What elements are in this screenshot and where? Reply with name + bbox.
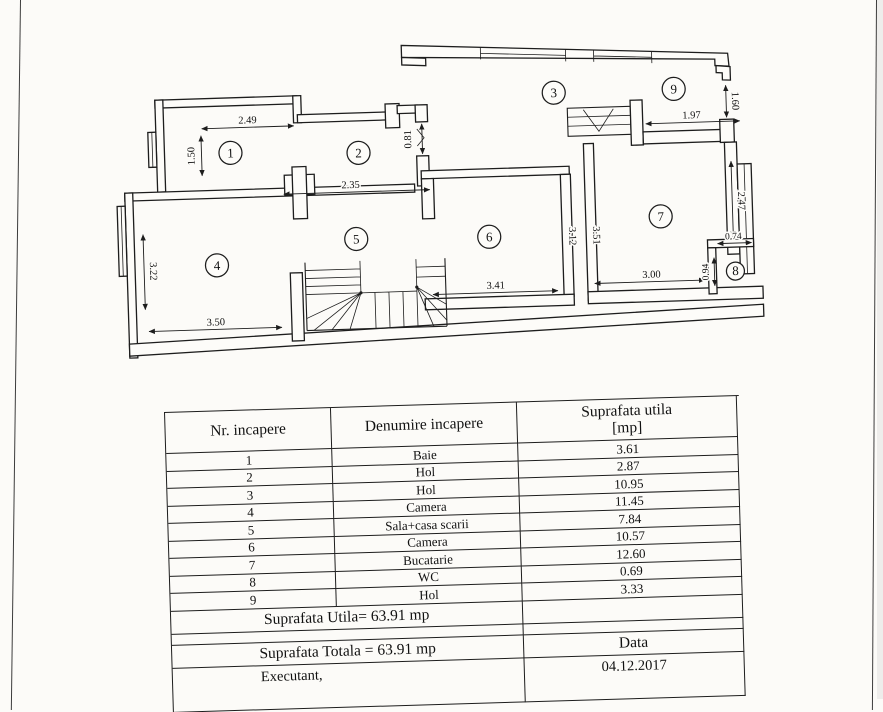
room-number-labels xyxy=(200,75,745,296)
dim-197: 1.97 xyxy=(682,110,701,122)
dim-247: 2.47 xyxy=(734,191,747,211)
dim-150: 1.50 xyxy=(186,146,198,166)
page-border-left xyxy=(11,0,22,710)
header-suprafata-line2: [mp] xyxy=(611,418,643,437)
row-area: 11.45 xyxy=(520,489,740,513)
row-name: Bucatarie xyxy=(335,548,521,571)
row-area: 10.57 xyxy=(521,524,741,548)
dim-300: 3.00 xyxy=(642,269,661,281)
header-denumire-incapere: Denumire incapere xyxy=(331,403,518,449)
room-8-number: 8 xyxy=(731,262,739,279)
row-name: Baie xyxy=(332,444,518,467)
row-area: 0.69 xyxy=(522,559,742,583)
staircase-symbol xyxy=(305,258,447,330)
header-suprafata-line1: Suprafata utila xyxy=(581,400,673,421)
row-nr: 8 xyxy=(170,571,336,593)
dim-081: 0.81 xyxy=(402,129,415,149)
dim-074: 0.74 xyxy=(724,231,742,243)
room-3-number: 3 xyxy=(550,85,558,101)
row-nr: 5 xyxy=(168,519,334,541)
row-name: Hol xyxy=(333,478,519,501)
floor-plan-drawing xyxy=(100,18,800,383)
row-nr: 1 xyxy=(166,449,332,471)
row-area: 3.33 xyxy=(522,577,742,601)
row-nr: 6 xyxy=(169,536,335,558)
row-nr: 9 xyxy=(170,589,336,611)
total-utila-text: Suprafata Utila= 63.91 mp xyxy=(171,601,524,634)
row-name: Sala+casa scarii xyxy=(334,513,520,536)
dim-235: 2.35 xyxy=(341,179,360,192)
row-area: 7.84 xyxy=(520,507,740,531)
row-nr: 7 xyxy=(169,554,335,576)
executant-label: Executant, xyxy=(173,658,526,712)
room-7-number: 7 xyxy=(657,208,665,224)
dim-094: 0.94 xyxy=(701,263,712,281)
row-area: 12.60 xyxy=(521,542,741,566)
row-area: 3.61 xyxy=(518,437,738,461)
header-suprafata-utila xyxy=(517,396,738,444)
dim-160: 1.60 xyxy=(728,91,741,111)
room-5-number: 5 xyxy=(352,231,360,247)
dim-312: 3.12 xyxy=(565,226,578,246)
dim-351: 3.51 xyxy=(589,226,602,245)
row-area: 2.87 xyxy=(519,454,739,478)
dim-249: 2.49 xyxy=(238,115,257,127)
room-4-number: 4 xyxy=(213,257,221,273)
header-nr-incapere: Nr. incapere xyxy=(165,408,332,454)
row-nr: 2 xyxy=(167,467,333,489)
total-totala-text: Suprafata Totala = 63.91 mp xyxy=(172,635,525,668)
row-name: Camera xyxy=(335,531,521,554)
row-name: Camera xyxy=(334,496,520,519)
dim-350: 3.50 xyxy=(206,317,226,329)
room-6-number: 6 xyxy=(485,229,493,245)
page-edge-shadow xyxy=(877,0,883,699)
row-nr: 3 xyxy=(167,484,333,506)
entry-steps-symbol xyxy=(567,106,631,136)
room-1-number: 1 xyxy=(226,145,234,161)
room-area-table xyxy=(164,395,748,712)
row-name: WC xyxy=(336,566,522,589)
room-9-number: 9 xyxy=(670,81,678,97)
row-area: 10.95 xyxy=(519,472,739,496)
data-label: Data xyxy=(524,628,745,658)
dim-341: 3.41 xyxy=(486,280,506,292)
row-name: Hol xyxy=(336,583,522,606)
date-value: 04.12.2017 xyxy=(524,651,745,702)
dim-322: 3.22 xyxy=(146,262,159,281)
room-2-number: 2 xyxy=(355,145,363,161)
row-nr: 4 xyxy=(168,502,334,524)
row-name: Hol xyxy=(333,461,519,484)
floor-plan xyxy=(100,18,800,383)
